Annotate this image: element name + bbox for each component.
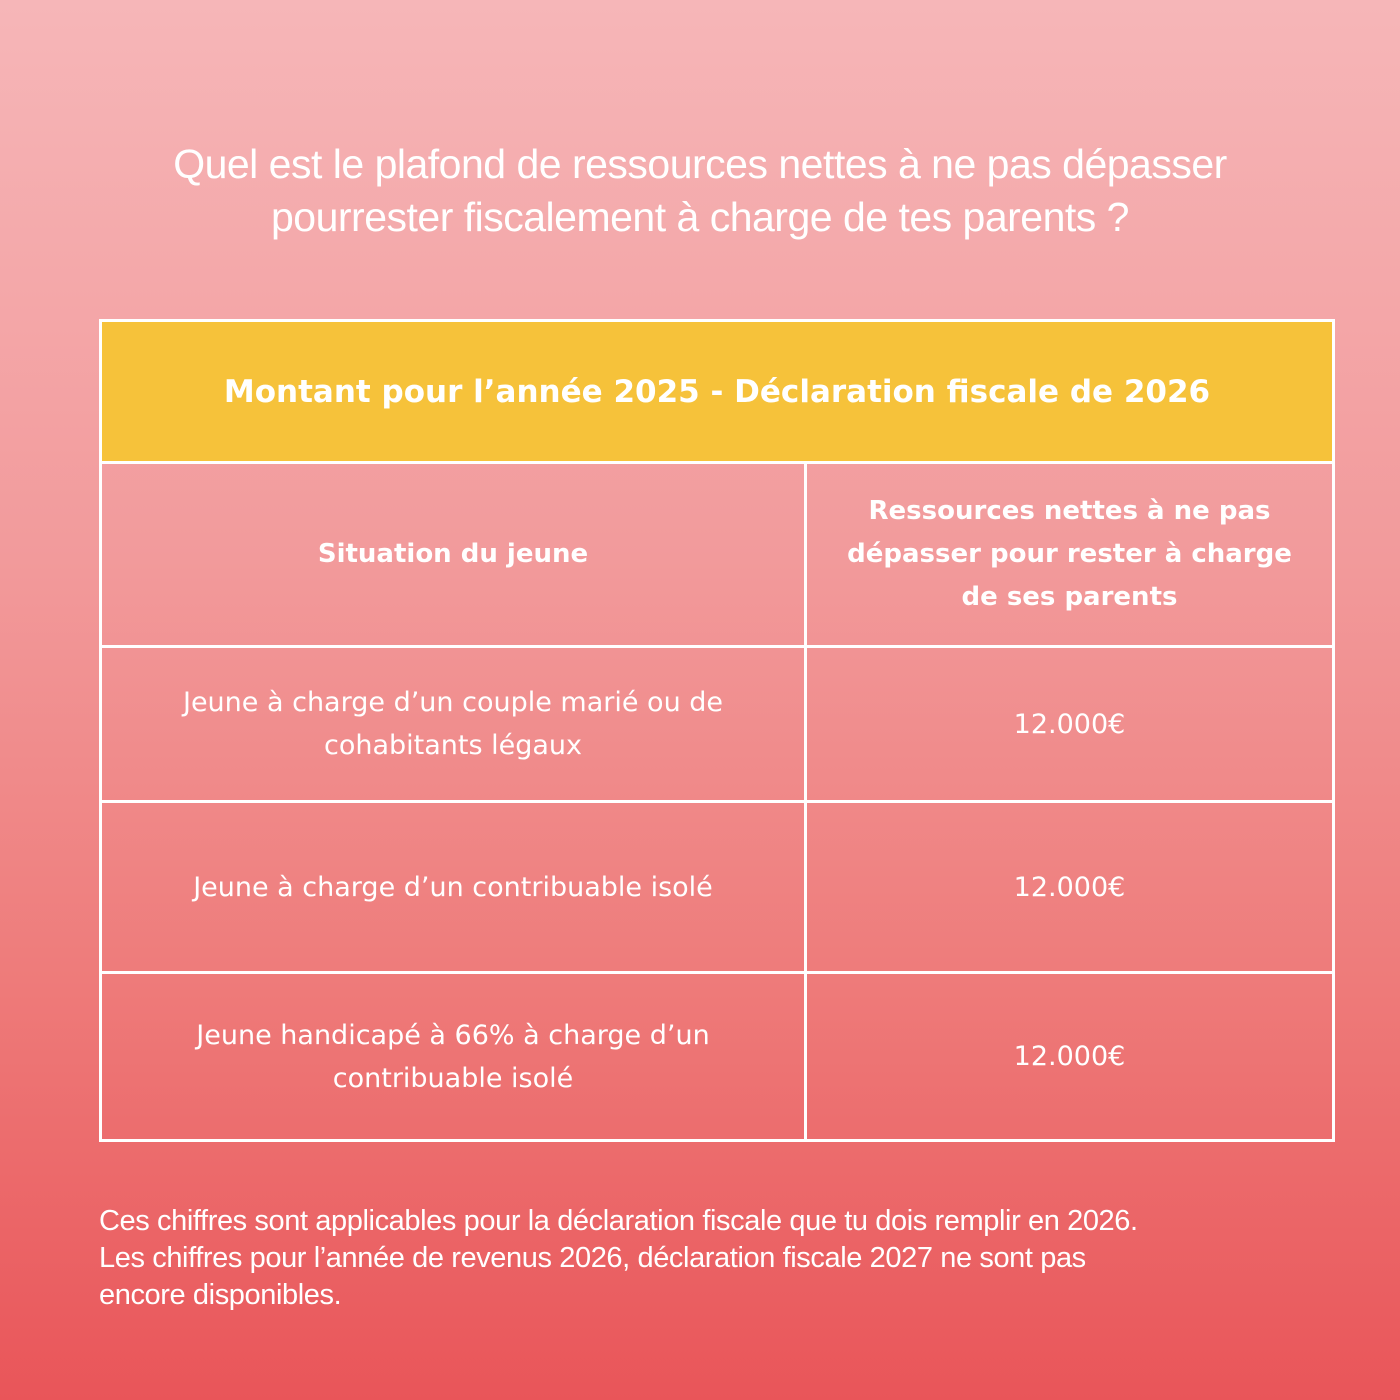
- column-header-situation: Situation du jeune: [102, 464, 807, 645]
- footnote-line-2: Les chiffres pour l’année de revenus 2026, déclaration fiscale 2027 ne sont pas: [99, 1242, 1086, 1274]
- situation-cell: Jeune à charge d’un contribuable isolé: [102, 803, 807, 971]
- footnote-line-3: encore disponibles.: [99, 1279, 342, 1311]
- page-title: [0, 138, 1400, 244]
- table-row: [102, 974, 1332, 1139]
- column-header-amount: Ressources nettes à ne pas dépasser pour rester à charge de ses parents: [847, 496, 1292, 612]
- situation-cell: Jeune handicapé à 66% à charge d’un contribuable isolé: [102, 974, 807, 1139]
- amount-cell: 12.000€: [1013, 1041, 1126, 1072]
- footnote-line-1: Ces chiffres sont applicables pour la déclaration fiscale que tu dois remplir en 2026.: [99, 1205, 1138, 1237]
- table-title: Montant pour l’année 2025 - Déclaration fiscale de 2026: [102, 322, 1332, 464]
- amount-cell: 12.000€: [1013, 708, 1126, 740]
- footnote: [99, 1203, 1329, 1314]
- table-row: [102, 648, 1332, 803]
- table-header-row: [102, 464, 1332, 648]
- page-title-line-1: Quel est le plafond de ressources nettes à ne pas dépasser: [173, 141, 1227, 187]
- income-threshold-table: [99, 319, 1335, 1142]
- table-row: [102, 803, 1332, 974]
- situation-cell: Jeune à charge d’un couple marié ou de cohabitants légaux: [102, 648, 807, 800]
- amount-cell: 12.000€: [1013, 871, 1126, 903]
- page-title-line-2: pourrester fiscalement à charge de tes parents ?: [271, 194, 1129, 240]
